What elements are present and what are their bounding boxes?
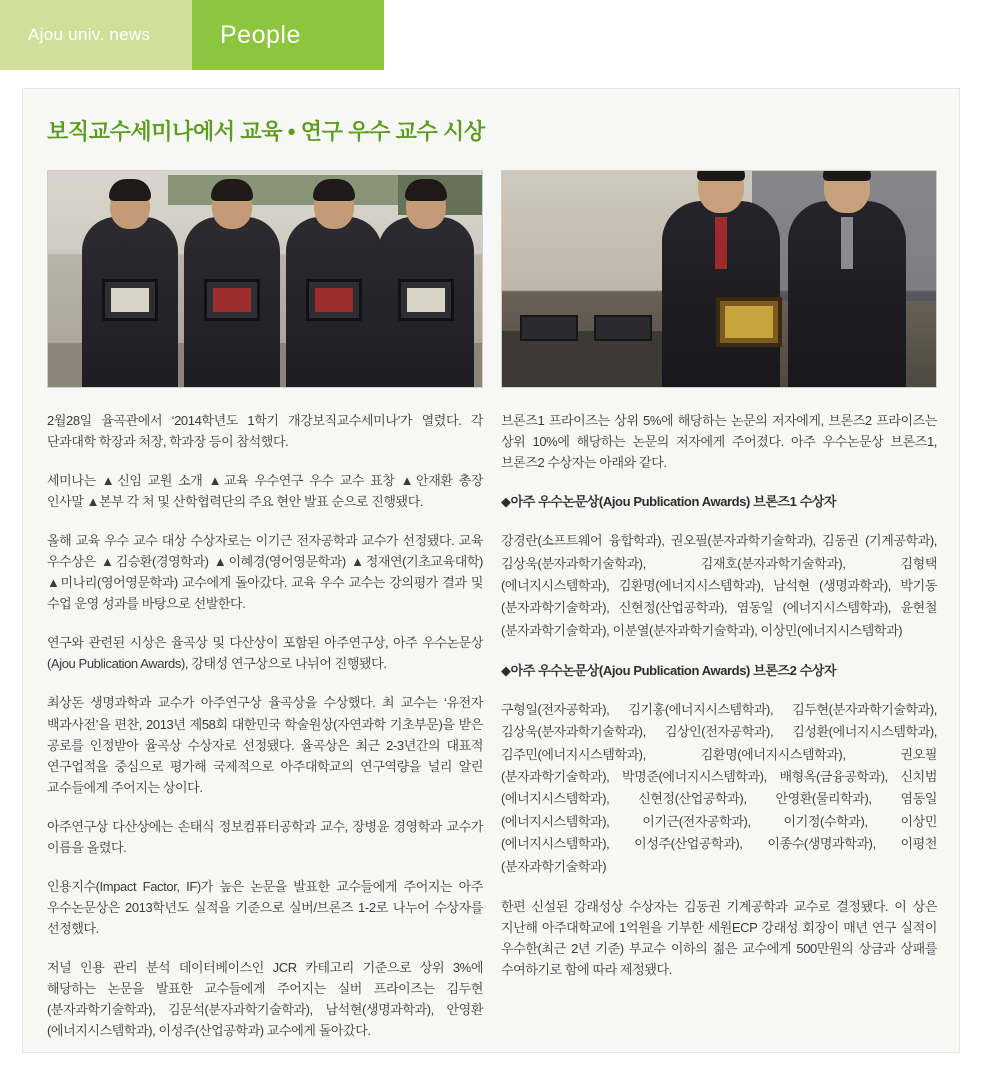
article-photo-award [501,170,937,388]
tab-section-label: People [220,20,301,49]
person-hair [211,179,253,201]
award-plaque [398,279,454,321]
article-column-left [47,410,483,1059]
photo-row [47,170,937,388]
person-figure [184,217,280,387]
site-header [0,0,982,70]
article-body [47,410,937,1059]
award-plaque [102,279,158,321]
paragraph: 한편 신설된 강래성상 수상자는 김동권 기계공학과 교수로 결정됐다. 이 상은 지난해 아주대학교에 1억원을 기부한 세원ECP 강래성 회장이 매년 연구 실적이 우수한(최근 2년 기준) 부교수 이하의 젊은 교수에게 500만원의 상금과 상패를 수여하기로 함에 따라 제정됐다. [501,898,937,978]
article-column-right [501,410,937,1059]
award-plaque [716,297,782,347]
tab-brand-label: Ajou univ. news [28,25,151,44]
paragraph: 브론즈1 프라이즈는 상위 5%에 해당하는 논문의 저자에게, 브론즈2 프라이즈는 상위 10%에 해당하는 논문의 저자에게 주어졌다. 아주 우수논문상 브론즈1, 브론즈2 수상자는 아래와 같다. [501,413,937,471]
person-figure [378,217,474,387]
person-hair [313,179,355,201]
person-hair [109,179,151,201]
award-name-list: 구형일(전자공학과), 김기홍(에너지시스템학과), 김두현(분자과학기술학과), 김상욱(분자과학기술학과), 김상인(전자공학과), 김성환(에너지시스템학과), 김주민(에너지시스템학과), 김환명(에너지시스템학과), 권오필(분자과학기술학과), 박명준(에너지시스템학과), 배형옥(금융공학과), 신치범(에너지시스템학과), 신현정(산업공학과), 안영환(물리학과), 염동일(에너지시스템학과), 이기근(전자공학과), 이기정(수학과), 이상민(에너지시스템학과), 이성주(산업공학과), 이종수(생명과학과), 이평천(분자과학기술학과) [501,702,937,874]
paragraph: 최상돈 생명과학과 교수가 아주연구상 율곡상을 수상했다. 최 교수는 ‘유전자 백과사전’을 편찬, 2013년 제58회 대한민국 학술원상(자연과학 기초부문)을 받은 공로를 인정받아 율곡상 수상자로 선정됐다. 율곡상은 최근 2-3년간의 대표적 연구업적을 중심으로 평가해 국제적으로 아주대학교의 연구역량을 널리 알린 교수들에게 주어지는 상이다. [47,695,483,795]
header-filler [384,0,982,70]
person-figure [788,201,906,387]
award-heading: ◆아주 우수논문상(Ajou Publication Awards) 브론즈1 수상자 [501,494,837,510]
plaque-box [594,315,652,341]
award-plaque [306,279,362,321]
paragraph: 인용지수(Impact Factor, IF)가 높은 논문을 발표한 교수들에게 주어지는 아주 우수논문상은 2013학년도 실적을 기준으로 실버/브론즈 1-2로 나누어 수상자를 선정했다. [47,878,483,936]
tab-ajou-univ-news[interactable] [0,0,192,70]
person-hair [405,179,447,201]
person-figure [662,201,780,387]
award-plaque [204,279,260,321]
stage-banner [168,175,398,205]
award-heading: ◆아주 우수논문상(Ajou Publication Awards) 브론즈2 수상자 [501,662,837,678]
paragraph: 연구와 관련된 시상은 율곡상 및 다산상이 포함된 아주연구상, 아주 우수논문상(Ajou Publication Awards), 강태성 연구상으로 나뉘어 진행됐다. [47,635,483,672]
person-hair [697,170,745,181]
person-figure [286,217,382,387]
page-title: 보직교수세미나에서 교육 • 연구 우수 교수 시상 [47,119,485,144]
necktie [841,217,853,269]
article-photo-group [47,170,483,388]
paragraph: 아주연구상 다산상에는 손태식 정보컴퓨터공학과 교수, 장병윤 경영학과 교수가 이름을 올렸다. [47,818,483,855]
article-page [22,88,960,1053]
necktie [715,217,727,269]
person-hair [823,170,871,181]
tab-people[interactable] [192,0,384,70]
award-name-list: 강경란(소프트웨어 융합학과), 권오필(분자과학기술학과), 김동권 (기계공학과), 김상욱(분자과학기술학과), 김재호(분자과학기술학과), 김형택(에너지시스템학과), 김환명(에너지시스템학과), 남석현 (생명과학과), 박기동 (분자과학기술학과), 신현정(산업공학과), 염동일 (에너지시스템학과), 윤현철(분자과학기술학과), 이분열(분자과학기술학과), 이상민(에너지시스템학과) [501,533,937,638]
paragraph: 올해 교육 우수 교수 대상 수상자로는 이기근 전자공학과 교수가 선정됐다. 교육 우수상은 ▲김승환(경영학과) ▲이혜경(영어영문학과) ▲정재연(기초교육대학) ▲미나리(영어영문학과) 교수에게 돌아갔다. 교육 우수 교수는 강의평가 결과 및 수업 운영 성과를 바탕으로 선발한다. [47,533,483,612]
paragraph: 저널 인용 관리 분석 데이터베이스인 JCR 카테고리 기준으로 상위 3%에 해당하는 논문을 발표한 교수들에게 주어지는 실버 프라이즈는 김두현(분자과학기술학과), 김문석(분자과학기술학과), 남석현(생명과학과), 안영환(에너지시스템학과), 이성주(산업공학과) 교수에게 돌아갔다. [47,959,483,1039]
person-figure [82,217,178,387]
paragraph: 세미나는 ▲신임 교원 소개 ▲교육 우수연구 우수 교수 표창 ▲안재환 총장 인사말 ▲본부 각 처 및 산학협력단의 주요 현안 발표 순으로 진행됐다. [47,473,483,510]
article-inner [47,115,937,1059]
paragraph: 2월28일 율곡관에서 ‘2014학년도 1학기 개강보직교수세미나’가 열렸다. 각 단과대학 학장과 처장, 학과장 등이 참석했다. [47,413,483,450]
plaque-box [520,315,578,341]
